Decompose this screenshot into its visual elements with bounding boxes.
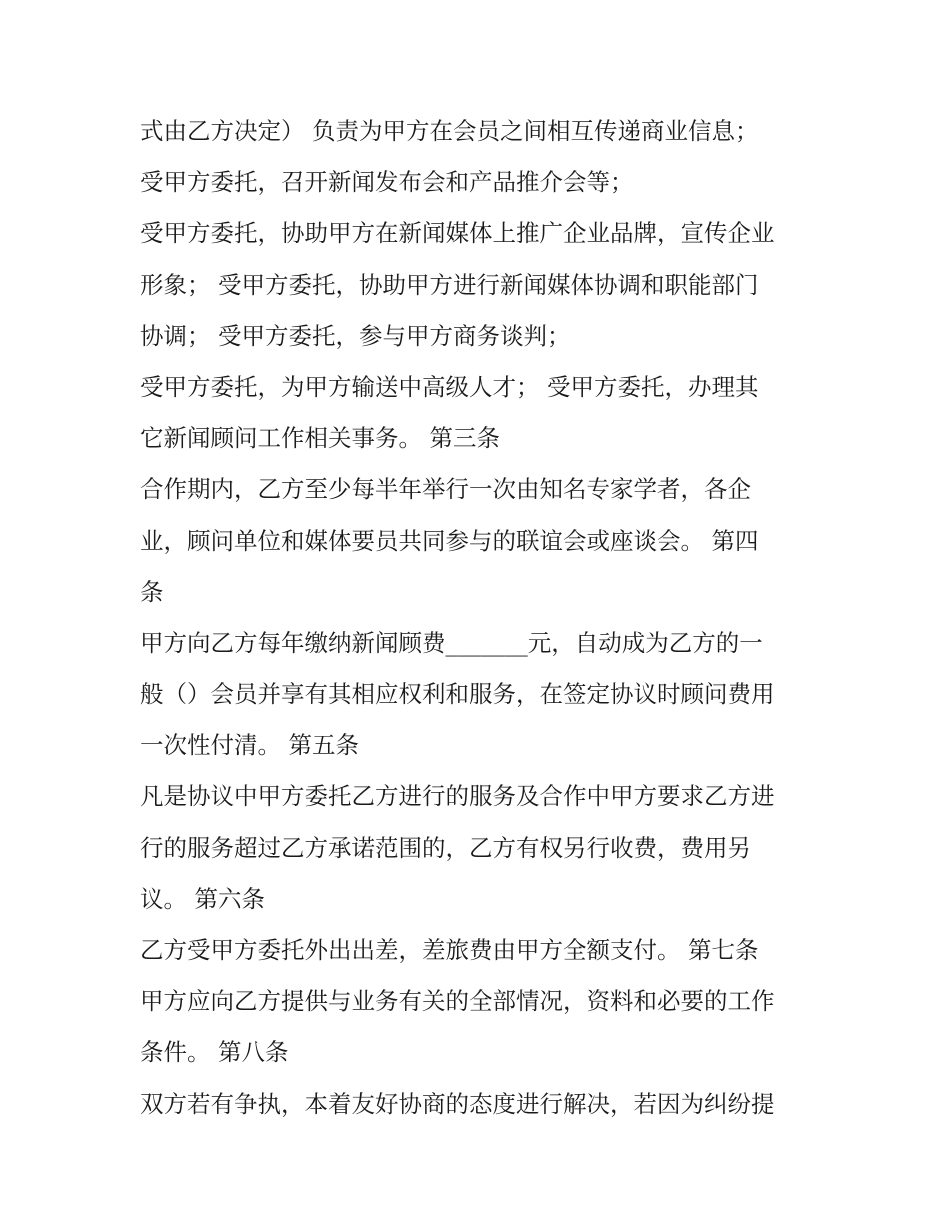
text-line: 凡是协议中甲方委托乙方进行的服务及合作中甲方要求乙方进 bbox=[140, 782, 775, 811]
text-line: 甲方向乙方每年缴纳新闻顾费_______元，自动成为乙方的一 bbox=[140, 628, 763, 657]
text-line: 形象； 受甲方委托，协助甲方进行新闻媒体协调和职能部门 bbox=[140, 270, 759, 299]
text-line: 它新闻顾问工作相关事务。 第三条 bbox=[140, 424, 500, 453]
text-line: 条 bbox=[140, 577, 164, 606]
text-line: 业，顾问单位和媒体要员共同参与的联谊会或座谈会。 第四 bbox=[140, 526, 759, 555]
text-line: 乙方受甲方委托外出出差，差旅费由甲方全额支付。 第七条 bbox=[140, 936, 759, 964]
document-body bbox=[140, 106, 830, 1130]
text-line: 受甲方委托，协助甲方在新闻媒体上推广企业品牌，宣传企业 bbox=[140, 219, 775, 248]
text-line: 议。 第六条 bbox=[140, 884, 265, 913]
text-line: 受甲方委托，召开新闻发布会和产品推介会等； bbox=[140, 168, 634, 197]
text-line: 合作期内，乙方至少每半年举行一次由知名专家学者，各企 bbox=[140, 475, 751, 504]
text-line: 条件。 第八条 bbox=[140, 1038, 289, 1067]
text-line: 式由乙方决定） 负责为甲方在会员之间相互传递商业信息； bbox=[140, 117, 759, 145]
text-line: 甲方应向乙方提供与业务有关的全部情况，资料和必要的工作 bbox=[140, 987, 775, 1016]
text-line: 协调； 受甲方委托，参与甲方商务谈判； bbox=[140, 321, 571, 350]
text-line: 一次性付清。 第五条 bbox=[140, 731, 359, 760]
text-line: 受甲方委托，为甲方输送中高级人才； 受甲方委托，办理其 bbox=[140, 372, 759, 401]
text-line: 双方若有争执，本着友好协商的态度进行解决，若因为纠纷提 bbox=[140, 1089, 775, 1118]
text-line: 行的服务超过乙方承诺范围的，乙方有权另行收费，费用另 bbox=[140, 833, 751, 862]
text-line: 般（）会员并享有其相应权利和服务，在签定协议时顾问费用 bbox=[140, 680, 775, 709]
